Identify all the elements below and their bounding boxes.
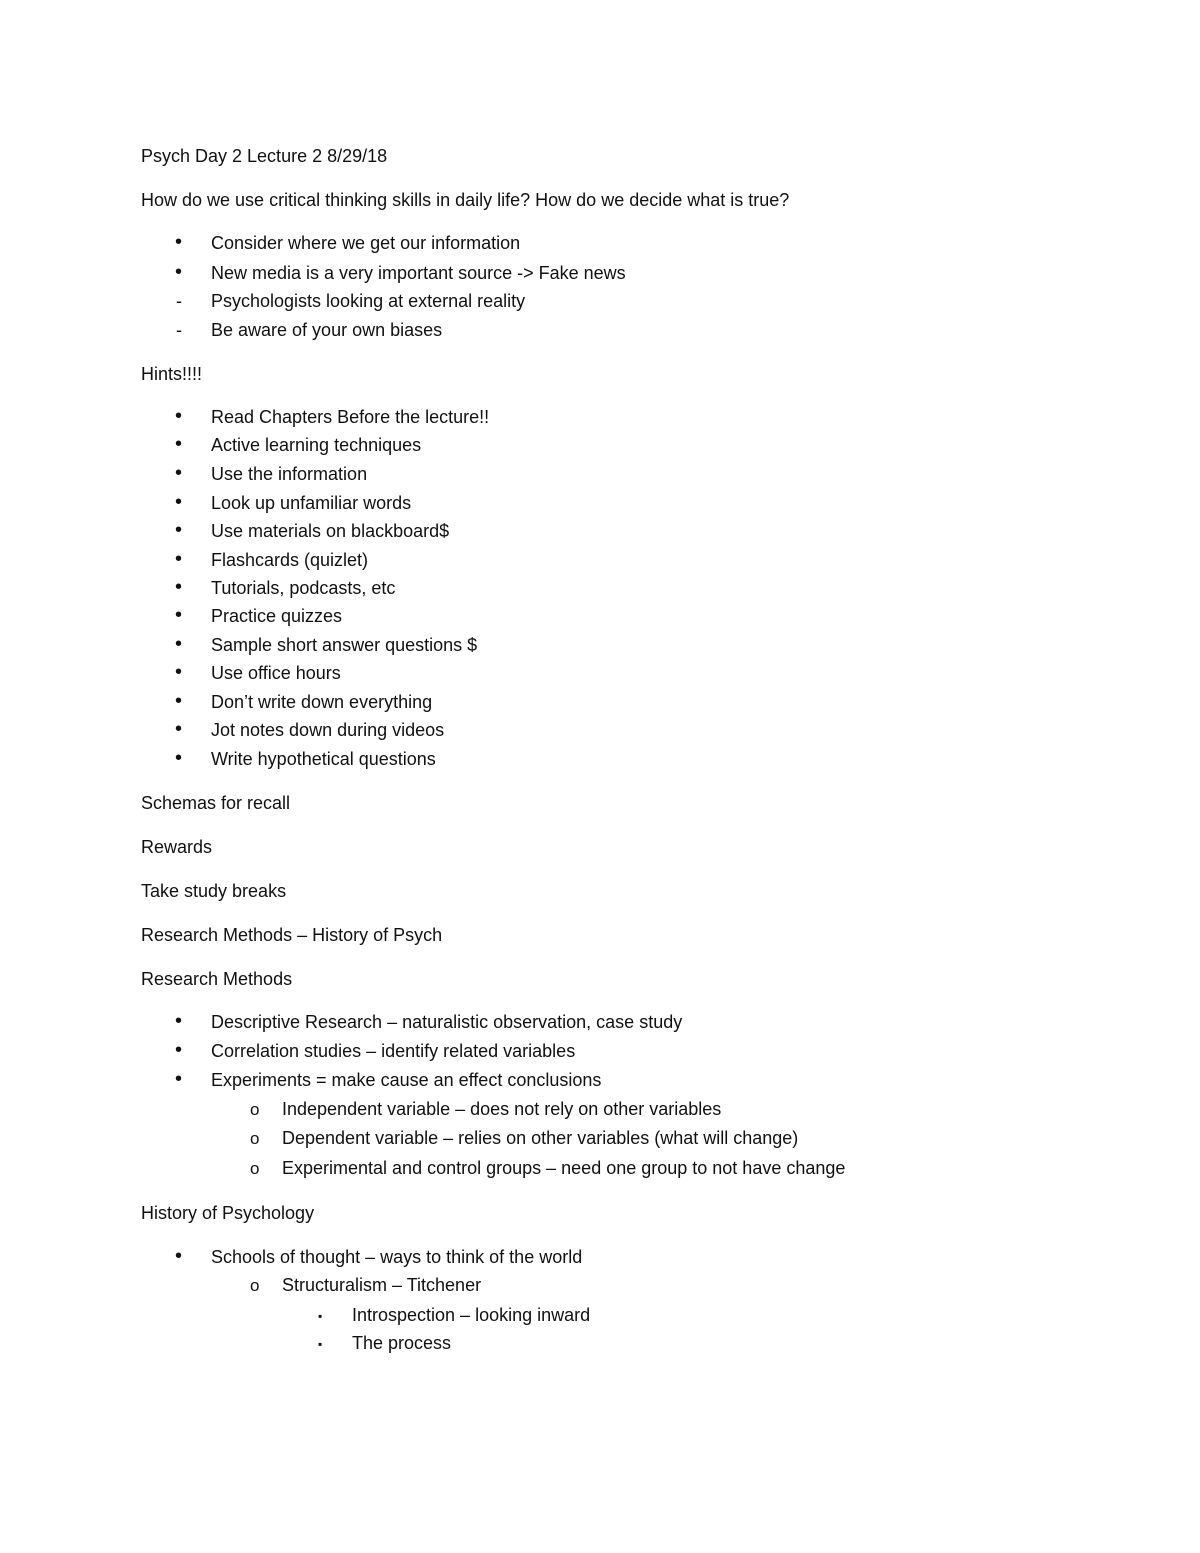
history-heading: History of Psychology bbox=[141, 1203, 315, 1223]
history-item: Schools of thought – ways to think of the world bbox=[211, 1247, 583, 1267]
square-marker: ▪ bbox=[318, 1309, 323, 1323]
bullet-marker: • bbox=[175, 1039, 183, 1061]
bullet-marker: • bbox=[175, 548, 183, 570]
rewards-line: Rewards bbox=[141, 837, 213, 857]
intro-item: Be aware of your own biases bbox=[211, 320, 443, 340]
hint-item: Practice quizzes bbox=[211, 606, 343, 626]
circle-marker: o bbox=[250, 1159, 260, 1178]
bullet-marker: • bbox=[175, 633, 183, 655]
intro-item: Psychologists looking at external reality bbox=[211, 291, 526, 311]
bullet-marker: • bbox=[175, 718, 183, 740]
hint-item: Sample short answer questions $ bbox=[211, 635, 478, 655]
bullet-marker: • bbox=[175, 747, 183, 769]
hint-item: Use materials on blackboard$ bbox=[211, 521, 450, 541]
history-subsubitem: The process bbox=[352, 1333, 452, 1353]
square-marker: ▪ bbox=[318, 1337, 323, 1351]
bullet-marker: • bbox=[175, 491, 183, 513]
bullet-marker: • bbox=[175, 519, 183, 541]
hint-item: Flashcards (quizlet) bbox=[211, 550, 369, 570]
hints-heading: Hints!!!! bbox=[141, 364, 203, 384]
bullet-marker: • bbox=[175, 690, 183, 712]
intro-item: Consider where we get our information bbox=[211, 233, 521, 253]
hint-item: Write hypothetical questions bbox=[211, 749, 436, 769]
bullet-marker: • bbox=[175, 231, 183, 253]
study-breaks-line: Take study breaks bbox=[141, 881, 287, 901]
circle-marker: o bbox=[250, 1276, 260, 1295]
bullet-marker: • bbox=[175, 661, 183, 683]
intro-item: New media is a very important source -> Fake news bbox=[211, 263, 626, 283]
bullet-marker: • bbox=[175, 1245, 183, 1267]
bullet-marker: • bbox=[175, 1010, 183, 1032]
bullet-marker: • bbox=[175, 261, 183, 283]
hint-item: Active learning techniques bbox=[211, 435, 422, 455]
bullet-marker: • bbox=[175, 405, 183, 427]
research-history-line: Research Methods – History of Psych bbox=[141, 925, 443, 945]
hint-item: Tutorials, podcasts, etc bbox=[211, 578, 396, 598]
circle-marker: o bbox=[250, 1129, 260, 1148]
bullet-marker: • bbox=[175, 462, 183, 484]
experiment-subitem: Dependent variable – relies on other variables (what will change) bbox=[282, 1128, 799, 1148]
history-subsubitem: Introspection – looking inward bbox=[352, 1305, 591, 1325]
bullet-marker: • bbox=[175, 433, 183, 455]
experiment-subitem: Independent variable – does not rely on other variables bbox=[282, 1099, 722, 1119]
dash-marker: - bbox=[176, 320, 182, 340]
document-title: Psych Day 2 Lecture 2 8/29/18 bbox=[141, 146, 388, 166]
research-item: Correlation studies – identify related variables bbox=[211, 1041, 576, 1061]
bullet-marker: • bbox=[175, 576, 183, 598]
bullet-marker: • bbox=[175, 604, 183, 626]
circle-marker: o bbox=[250, 1100, 260, 1119]
research-item: Descriptive Research – naturalistic observation, case study bbox=[211, 1012, 683, 1032]
dash-marker: - bbox=[176, 291, 182, 311]
research-heading: Research Methods bbox=[141, 969, 293, 989]
schemas-line: Schemas for recall bbox=[141, 793, 291, 813]
hint-item: Don’t write down everything bbox=[211, 692, 433, 712]
hint-item: Look up unfamiliar words bbox=[211, 493, 412, 513]
bullet-marker: • bbox=[175, 1068, 183, 1090]
hint-item: Read Chapters Before the lecture!! bbox=[211, 407, 490, 427]
intro-question: How do we use critical thinking skills in daily life? How do we decide what is true? bbox=[141, 190, 790, 210]
hint-item: Use office hours bbox=[211, 663, 341, 683]
history-subitem: Structuralism – Titchener bbox=[282, 1275, 482, 1295]
research-item: Experiments = make cause an effect conclusions bbox=[211, 1070, 602, 1090]
hint-item: Jot notes down during videos bbox=[211, 720, 445, 740]
experiment-subitem: Experimental and control groups – need one group to not have change bbox=[282, 1158, 846, 1178]
hint-item: Use the information bbox=[211, 464, 368, 484]
